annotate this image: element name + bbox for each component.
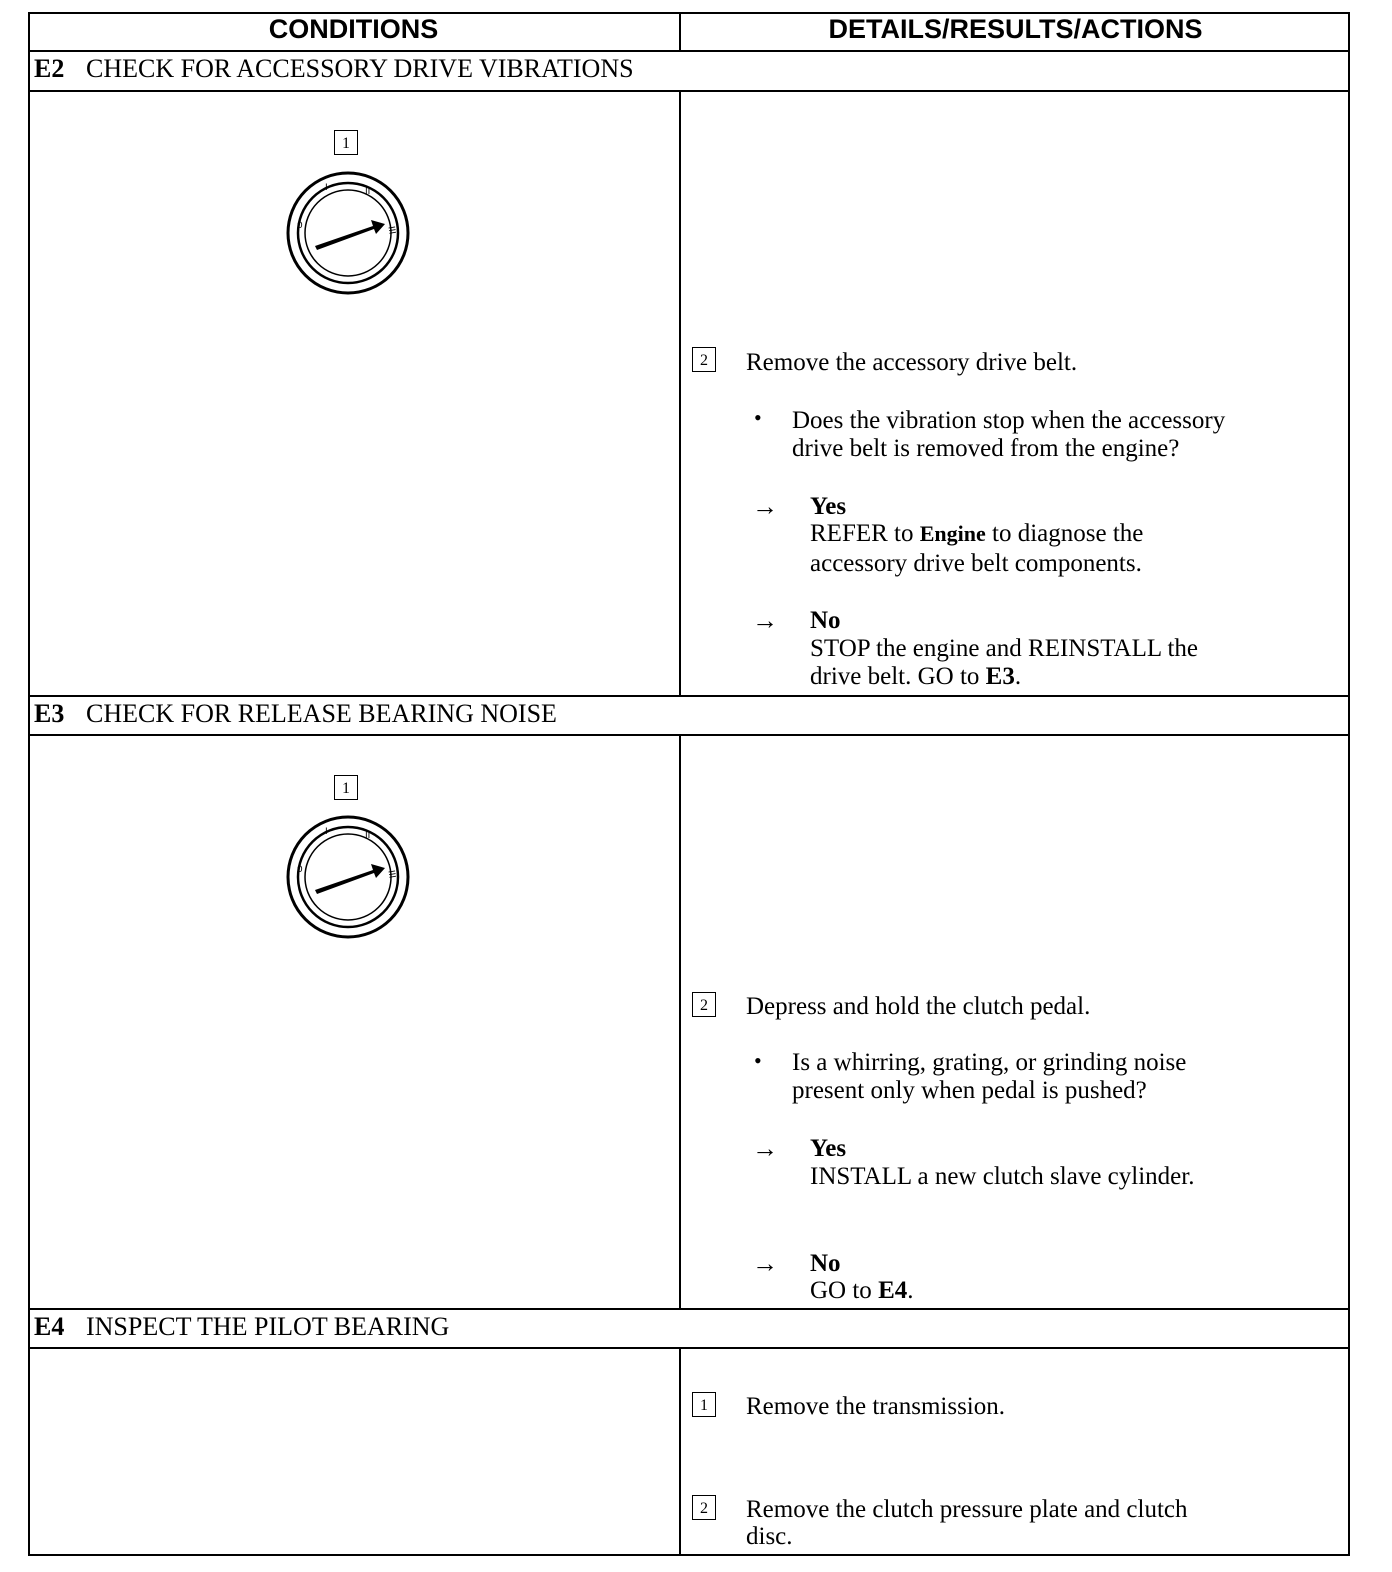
ignition-key-on-icon: [285, 170, 411, 296]
step-1-box: 1: [334, 130, 358, 155]
question-line-2: present only when pedal is pushed?: [792, 1077, 1147, 1104]
step-1-box: 1: [334, 775, 358, 800]
mark-off: 0: [297, 865, 303, 875]
arrow-icon: →: [752, 492, 778, 521]
yes-label: Yes: [810, 1135, 847, 1162]
no-label: No: [810, 1250, 841, 1277]
diagnostic-table: [28, 12, 1350, 1556]
mark-acc: I: [325, 827, 328, 837]
mark-acc: I: [325, 183, 328, 193]
question-line-2: drive belt is removed from the engine?: [792, 435, 1180, 462]
rule: [28, 50, 1350, 52]
mark-on: II: [365, 187, 371, 197]
no-text-line-1: STOP the engine and REINSTALL the: [810, 635, 1198, 662]
step-1-text: Remove the transmission.: [746, 1393, 1005, 1420]
rule: [28, 1308, 1350, 1310]
yes-text-line-2: accessory drive belt components.: [810, 550, 1142, 577]
no-text: GO to E4.: [810, 1277, 914, 1304]
rule: [28, 695, 1350, 697]
rule: [28, 90, 1350, 92]
step-2-text: Depress and hold the clutch pedal.: [746, 993, 1091, 1020]
mark-start: III: [385, 869, 397, 880]
question-line-1: Does the vibration stop when the accessory: [792, 407, 1226, 434]
step-1-box: 1: [692, 1392, 716, 1417]
bullet: •: [754, 1048, 762, 1073]
mark-off: 0: [297, 221, 303, 231]
conditions-header: CONDITIONS: [268, 14, 439, 44]
bullet: •: [754, 405, 762, 430]
step-2-box: 2: [692, 1495, 716, 1520]
ignition-key-on-icon: [285, 814, 411, 940]
arrow-icon: →: [752, 1249, 778, 1278]
rule: [28, 734, 1350, 736]
no-label: No: [810, 607, 841, 634]
column-divider: [679, 90, 681, 696]
step-2-text-line-1: Remove the clutch pressure plate and clutch: [746, 1496, 1188, 1523]
mark-on: II: [365, 831, 371, 841]
column-divider: [679, 734, 681, 1310]
mark-start: III: [385, 225, 397, 236]
no-text-line-2: drive belt. GO to E3.: [810, 663, 1022, 690]
section-e4-title: E4 INSPECT THE PILOT BEARING: [34, 1312, 450, 1341]
step-2-text: Remove the accessory drive belt.: [746, 349, 1078, 376]
question-line-1: Is a whirring, grating, or grinding noise: [792, 1049, 1187, 1076]
step-2-box: 2: [692, 347, 716, 372]
arrow-icon: →: [752, 606, 778, 635]
step-2-box: 2: [692, 992, 716, 1017]
yes-text-line-1: REFER to Engine to diagnose the: [810, 520, 1144, 547]
details-header: DETAILS/RESULTS/ACTIONS: [828, 14, 1203, 44]
arrow-icon: →: [752, 1134, 778, 1163]
section-e3-title: E3 CHECK FOR RELEASE BEARING NOISE: [34, 699, 557, 728]
step-2-text-line-2: disc.: [746, 1523, 793, 1550]
rule: [28, 1347, 1350, 1349]
section-e2-title: E2 CHECK FOR ACCESSORY DRIVE VIBRATIONS: [34, 54, 634, 83]
yes-label: Yes: [810, 493, 847, 520]
yes-text: INSTALL a new clutch slave cylinder.: [810, 1163, 1195, 1190]
column-divider: [679, 1347, 681, 1556]
